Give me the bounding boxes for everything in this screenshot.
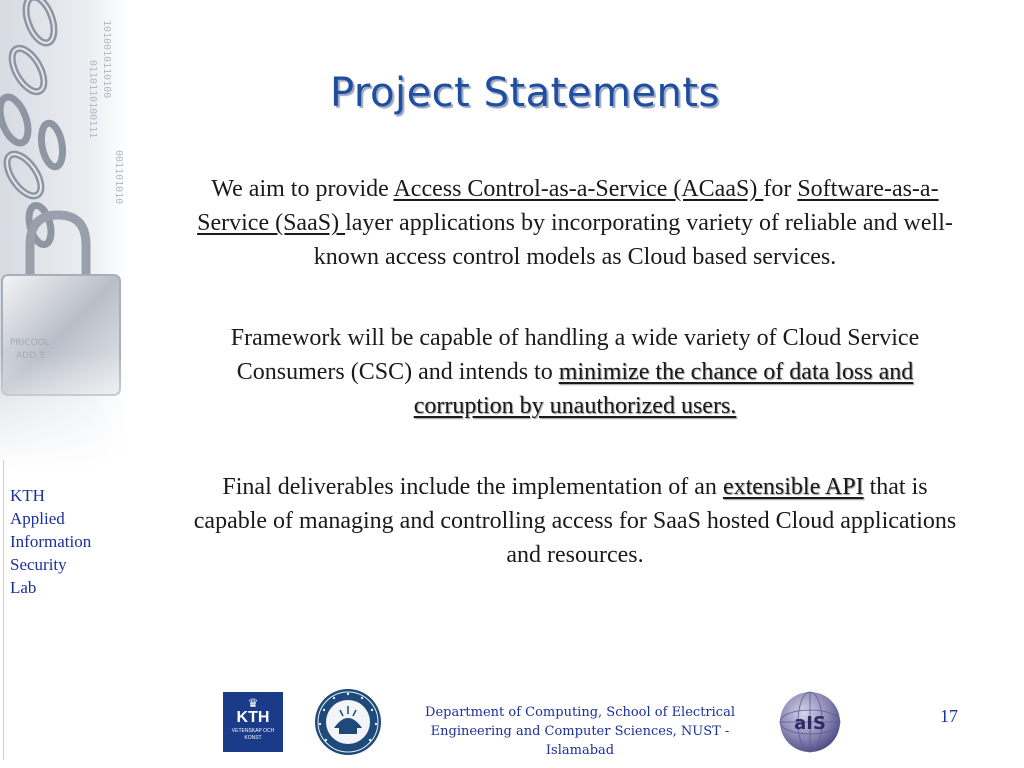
lab-label-line: Lab <box>10 578 37 597</box>
nust-seal-icon <box>314 688 382 756</box>
kth-logo-name: KTH <box>236 709 270 726</box>
paragraph-text: that is capable of managing and controlling access for SaaS hosted Cloud applications and resources. <box>193 474 957 568</box>
paragraph-text: Final deliverables include the implementation of an <box>222 474 723 500</box>
chain-padlock-icon <box>0 0 128 470</box>
paragraph-deliverables <box>190 470 960 572</box>
lab-label-line: KTH <box>10 486 45 505</box>
kth-logo <box>223 692 283 752</box>
lab-label <box>10 484 91 599</box>
saas-link[interactable]: Software-as-a-Service (SaaS) <box>197 176 939 236</box>
sidebar-divider <box>3 460 4 760</box>
slide-content <box>190 172 960 619</box>
lab-label-line: Applied <box>10 509 65 528</box>
acaas-link[interactable]: Access Control-as-a-Service (ACaaS) <box>393 176 764 202</box>
paragraph-framework <box>190 321 960 423</box>
slide-title: Project Statements <box>330 70 720 116</box>
lab-label-line: Security <box>10 555 67 574</box>
paragraph-text: for <box>763 176 798 202</box>
ais-globe-icon <box>779 691 841 753</box>
page-number: 17 <box>940 706 958 726</box>
footer-department: Department of Computing, School of Electrical Engineering and Computer Sciences, NUST - Islamabad <box>425 705 735 758</box>
paragraph-acaas <box>190 172 960 274</box>
lab-label-line: Information <box>10 532 92 551</box>
data-loss-emphasis: minimize the chance of data loss and corruption by unauthorized users. <box>413 359 914 419</box>
paragraph-text: Framework will be capable of handling a wide variety of Cloud Service Consumers (CSC) and intends to <box>230 325 920 385</box>
extensible-api-emphasis: extensible API <box>722 474 864 500</box>
paragraph-text: layer applications by incorporating variety of reliable and well-known access control models as Cloud based services. <box>313 210 953 270</box>
paragraph-text: We aim to provide <box>211 176 394 202</box>
kth-crown-icon: ♛ <box>247 696 259 710</box>
ais-logo-text: aIS <box>794 713 826 734</box>
kth-logo-subtitle: VETENSKAP OCH KONST <box>231 728 275 741</box>
